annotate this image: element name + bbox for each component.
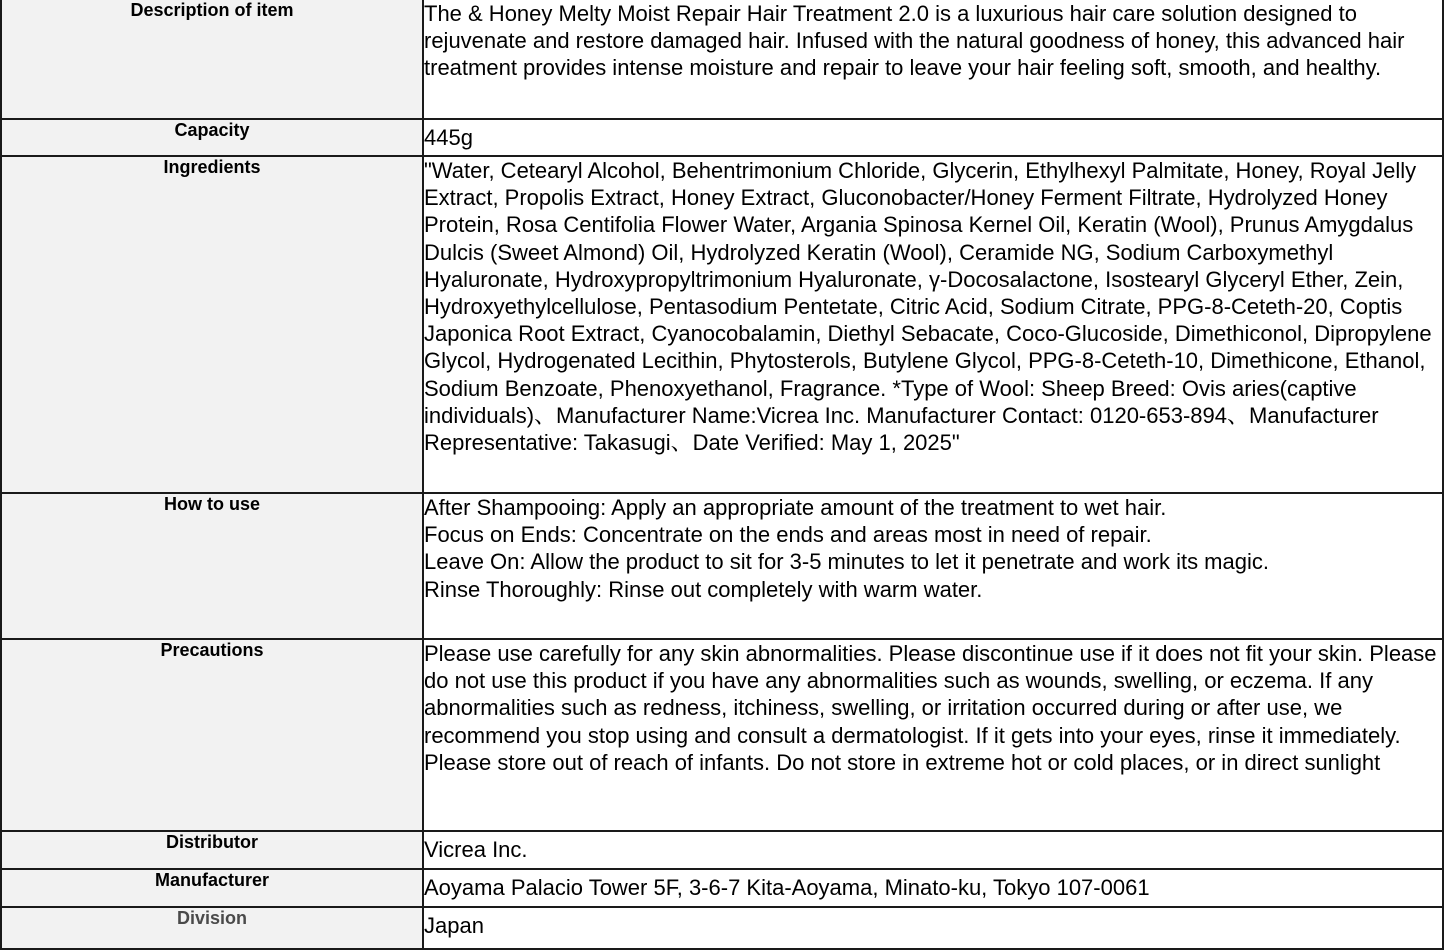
division-label: Division	[1, 907, 423, 949]
table-row-precautions	[1, 639, 1443, 831]
how-to-use-label: How to use	[1, 493, 423, 639]
table-row-manufacturer	[1, 869, 1443, 907]
how-to-use-step: Rinse Thoroughly: Rinse out completely with warm water.	[424, 576, 983, 602]
how-to-use-step: Leave On: Allow the product to sit for 3-5 minutes to let it penetrate and work its magic.	[424, 549, 1269, 575]
division-value: Japan	[423, 907, 1443, 949]
table-row-how-to-use	[1, 493, 1443, 639]
manufacturer-value: Aoyama Palacio Tower 5F, 3-6-7 Kita-Aoyama, Minato-ku, Tokyo 107-0061	[423, 869, 1443, 907]
description-label: Description of item	[1, 0, 423, 119]
table-row-division	[1, 907, 1443, 949]
description-value: The & Honey Melty Moist Repair Hair Treatment 2.0 is a luxurious hair care solution designed to rejuvenate and restore damaged hair. Infused with the natural goodness of honey, this advanced hair treatment provides intense moisture and repair to leave your hair feeling soft, smooth, and healthy.	[423, 0, 1443, 119]
precautions-value: Please use carefully for any skin abnormalities. Please discontinue use if it does not fit your skin. Please do not use this product if you have any abnormalities such as wounds, swelling, or eczema. If any abnormalities such as redness, itchiness, swelling, or irritation occurred during or after use, we recommend you stop using and consult a dermatologist. If it gets into your eyes, rinse it immediately. Please store out of reach of infants. Do not store in extreme hot or cold places, or in direct sunlight	[423, 639, 1443, 831]
how-to-use-step: After Shampooing: Apply an appropriate amount of the treatment to wet hair.	[424, 495, 1167, 520]
capacity-value: 445g	[423, 119, 1443, 156]
manufacturer-label: Manufacturer	[1, 869, 423, 907]
capacity-label: Capacity	[1, 119, 423, 156]
distributor-label: Distributor	[1, 831, 423, 869]
how-to-use-step: Focus on Ends: Concentrate on the ends and areas most in need of repair.	[424, 522, 1152, 548]
table-row-description	[1, 0, 1443, 119]
ingredients-label: Ingredients	[1, 156, 423, 493]
ingredients-value: "Water, Cetearyl Alcohol, Behentrimonium Chloride, Glycerin, Ethylhexyl Palmitate, Honey, Royal Jelly Extract, Propolis Extract, Honey Extract, Gluconobacter/Honey Ferment Filtrate, Hydrolyzed Honey Protein, Rosa Centifolia Flower Water, Argania Spinosa Kernel Oil, Keratin (Wool), Prunus Amygdalus Dulcis (Sweet Almond) Oil, Hydrolyzed Keratin (Wool), Ceramide NG, Sodium Carboxymethyl Hyaluronate, Hydroxypropyltrimonium Hyaluronate, γ-Docosalactone, Isostearyl Glyceryl Ether, Zein, Hydroxyethylcellulose, Pentasodium Pentetate, Citric Acid, Sodium Citrate, PPG-8-Ceteth-20, Coptis Japonica Root Extract, Cyanocobalamin, Diethyl Sebacate, Coco-Glucoside, Dimethiconol, Dipropylene Glycol, Hydrogenated Lecithin, Phytosterols, Butylene Glycol, PPG-8-Ceteth-10, Dimethicone, Ethanol, Sodium Benzoate, Phenoxyethanol, Fragrance. *Type of Wool: Sheep Breed: Ovis aries(captive individuals)、Manufacturer Name:Vicrea Inc. Manufacturer Contact: 0120-653-894、Manufacturer Representative: Takasugi、Date Verified: May 1, 2025"	[423, 156, 1443, 493]
table-row-ingredients	[1, 156, 1443, 493]
how-to-use-value	[423, 493, 1443, 639]
distributor-value: Vicrea Inc.	[423, 831, 1443, 869]
precautions-label: Precautions	[1, 639, 423, 831]
table-row-distributor	[1, 831, 1443, 869]
table-row-capacity	[1, 119, 1443, 156]
